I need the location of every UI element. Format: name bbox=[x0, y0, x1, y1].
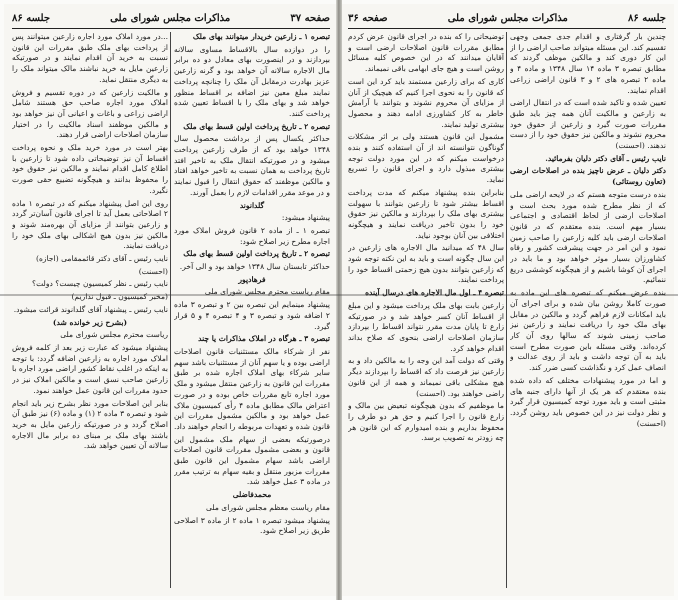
paragraph: را در دوازده سال بالاقساط مساوی سالانه بپردازند و در اینصورت بهای معادل دو ده برابر مال الاجاره سالانه آن خواهد بود و گرنه زارعین عزیز بهادرت درمقابل آن ملک را چنانچه پرداخت نمایند مبلغ معین نیز اضافه بر اقساط منظور خواهد شد و بهای ملک را با اقساط تعیین شده پرداخت کنند. bbox=[174, 44, 330, 118]
section-heading: تبصره ۴ ـ اول مال الاجاره های درسال آینده bbox=[365, 288, 504, 298]
paragraph: حداکثر یکسال پس از برداشت محصول سال ۱۳۴۸ خواهد بود که از طرف زارعین پرداخت میشود و در صورتیکه انتقال ملک به تاخیر افتد تاریخ پرداخت به همان نسبت به تاخیر خواهد افتاد و مالکین موظفند که حقوق انتقال را قبول نمایند و در موعد مقرر اقدامات لازم را بعمل آورند. bbox=[174, 134, 330, 197]
paragraph: حداکثر تابستان سال ۱۳۴۸ خواهد بود و الی آخر. bbox=[179, 262, 330, 272]
paragraph: نایب رئیس ـ آقای دکتر قائممقامی (اجازه) bbox=[35, 254, 168, 264]
header-page-number: صفحه ۳۷ bbox=[290, 12, 330, 24]
paragraph: و اما در مورد پیشنهادات مختلف که داده شده بنده معتقدم که هر یک از آنها دارای جنبه های مثبتی است و باید مورد توجه کمیسیون قرار گیرد و نظر دولت نیز در این خصوص باید روشن گردد. (احسنت) bbox=[510, 375, 666, 428]
paragraph: زارعین بابت بهای ملک پرداخت میشود و این مبلغ از اقساط آنان کسر خواهد شد و در صورتیکه زارع تا پایان مدت مقرر نتواند اقساط را بپردازد سازمان اصلاحات اراضی بنحوی که صلاح بداند اقدام خواهد کرد. bbox=[348, 300, 504, 353]
paragraph: نفر از شرکاء مالک مستثنیات قانون اصلاحات اراضی بوده و یا سهم آنان از مستثنیات باشد سهم سایر شرکاء بهای املاک اجاره شده بر طبق مقررات این قانون به زارعین منتقل میشود و ملک مورد اجاره تابع مقررات خاص بوده و در صورت اعتراض مالک مطابق ماده ۴ رأی کمیسیون ملاک عمل خواهد بود و مالکین مشمول مقررات این قانون شده و تعهدات مربوطه را انجام خواهند داد. bbox=[174, 346, 330, 431]
paragraph: بنده درست متوجه هستم که در لایحه اراضی ملی که از نظر مطرح شده مورد بحث است و اصلاحات ارضی از لحاظ اقتصادی و اجتماعی بسیار مهم است. بنده معتقدم که در قانون اصلاحات ارضی باید کلیه زارعین را صاحب زمین نمود و این امر در جهت پیشرفت کشور و رفاه کشاورزان بسیار موثر خواهد بود و ما باید در اجرای آن کوشا باشیم و از هیچگونه کوششی دریغ ننمائیم. bbox=[510, 189, 666, 285]
page-fold-line bbox=[0, 294, 678, 296]
page-right bbox=[340, 4, 674, 596]
paragraph: مقام ریاست محترم مجلس شورای ملی bbox=[204, 287, 330, 297]
paragraph: مقام ریاست معظم مجلس شورای ملی bbox=[205, 502, 330, 512]
header-rule bbox=[12, 28, 330, 29]
column-divider bbox=[506, 32, 507, 588]
page-header bbox=[348, 10, 666, 26]
paragraph: پیشنهاد مینمایم این تبصره بین ۲ و تبصره ۳ ماده ۲ اضافه شود و تبصره ۳ و ۴ تبصره ۴ و ۵ قرار گیرد. bbox=[174, 300, 330, 331]
text-column-left bbox=[348, 32, 504, 590]
section-heading: تبصره ۲ ـ تاریخ پرداخت اولین قسط بهای ملک bbox=[183, 249, 330, 259]
speaker-name: فرهادپور bbox=[238, 274, 266, 284]
section-heading: تبصره ۳ ـ هرگاه در املاک مذاکرات یا چند bbox=[198, 334, 330, 344]
section-heading: تبصره ۲ ـ تاریخ پرداخت اولین قسط بهای ملک bbox=[183, 121, 330, 131]
paragraph: پیشنهاد میشود که عبارت زیر بعد از کلمه فروش املاک مورد اجاره به زارعین اضافه گردد: با توجه به اینکه در اغلب نقاط کشور اراضی مورد اجاره با زارعین صاحب نسق است و مالکین املاک نیز در حدود مقررات این قانون عمل خواهند نمود. bbox=[12, 342, 168, 395]
paragraph: نایب رئیس ـ پیشنهاد آقای گلدانوند قرائت میشود. bbox=[13, 304, 168, 314]
paragraph: وقتی که دولت آمد این وجه را به مالکین داد و به زارعین نیز فرصت داد که اقساط را بپردازند دیگر هیچ مشکلی باقی نمیماند و همه از این قانون راضی خواهند بود. (احسنت) bbox=[348, 356, 504, 398]
paragraph: توضیحاتی را که بنده در اجرای قانون عرض کردم مطابق مقررات قانون اصلاحات ارضی است و آقایان میدانند که در این خصوص کلیه مسائل روشن است و هیچ جای ابهامی باقی نمیماند. bbox=[348, 32, 504, 74]
paragraph: پیشنهاد میشود: bbox=[281, 213, 330, 223]
paragraph: ما موظفیم که بدون هیچگونه تبعیض بین مالک و زارع قانون را اجرا کنیم و حق هر دو طرف را محفوظ بداریم و بنده امیدوارم که این قانون هر چه زودتر به تصویب برسد. bbox=[348, 401, 504, 443]
paragraph: تبصره ۱ ـ از ماده ۲ قانون فروش املاک مورد اجاره مطرح زیر اصلاح شود: bbox=[174, 225, 330, 246]
text-column-left bbox=[12, 32, 168, 590]
paragraph: نایب رئیس ـ نظر کمیسیون چیست؟ دولت؟ bbox=[32, 279, 168, 289]
page-header bbox=[12, 10, 330, 26]
paragraph: ریاست محترم مجلس شورای ملی bbox=[60, 330, 168, 340]
header-session: جلسه ۸۶ bbox=[627, 12, 666, 24]
paragraph: بنابراین بنده پیشنهاد میکنم که مدت پرداخت اقساط بیشتر شود تا زارعین بتوانند با سهولت بیشتری بهای ملک را بپردازند و مالکین نیز حقوق خود را بدون تاخیر دریافت نمایند و هیچگونه اختلافی بین آنان بوجود نیاید. bbox=[348, 187, 504, 240]
paragraph: بنابر این اصلاحات مورد نظر بشرح زیر باید انجام شود و تبصره ۳ ماده ۲ (۱) و ماده (۶) نیز طبق آن اصلاح گردد و در صورتیکه زارعین مایل به خرید باشند بهای ملک بر مبنای ده برابر مال الاجاره سالانه آن تعیین خواهد شد. bbox=[12, 398, 168, 451]
paragraph: و مالکیت زارعین که در دوره تقسیم و فروش املاک مورد اجاره صاحب حق هستند شامل اراضی زراعی و باغات و اعیانی آن نیز خواهد بود و مالکین موظفند اسناد مالکیت را در اختیار سازمان اصلاحات اراضی قرار دهند. bbox=[12, 87, 168, 140]
section-heading: تبصره ۱ ـ زارعین خریدار میتوانند بهای ملک bbox=[192, 32, 330, 41]
paragraph: پیشنهاد میشود تبصره ۱ ماده ۲ از ماده ۳ اصلاحی طریق زیر اصلاح شود. bbox=[174, 515, 330, 536]
paragraph: روی این اصل پیشنهاد میکنم که در تبصره ۱ ماده ۲ اصلاحاتی بعمل آید تا اجرای قانون آسان‌تر گردد و زارعین بتوانند از مزایای آن بهره‌مند شوند و مالکین نیز بدون هیچ اشکالی بهای ملک خود را دریافت نمایند. bbox=[12, 198, 168, 251]
header-session: جلسه ۸۶ bbox=[12, 12, 51, 24]
header-page-number: صفحه ۳۶ bbox=[348, 12, 388, 24]
paragraph: (احسنت) bbox=[138, 266, 168, 276]
book-gutter bbox=[336, 0, 342, 600]
paragraph: کاری که برای زارعین مستمند باید کرد این است که قانون را به نحوی اجرا کنیم که هیچیک از آنان از مزایای آن محروم نشوند و بتوانند با آرامش خاطر به کار کشاورزی ادامه دهند و محصول بیشتری تولید نمایند. bbox=[348, 76, 504, 129]
speaker-name: گلدانوند bbox=[239, 200, 265, 210]
paragraph: چندین بار گرفتاری و اقدام جدی جمعی وجهی تقسیم کند. این مسئله میتواند صاحب اراضی را از این کار دوری کند و مالکین موظف گردند که مطابق تبصره ۳ ماده ۱۴ سال ۱۳۴۸ و ماده ۴ و ماده ۲ تبصره های ۲ و ۳ قانون اراضی زراعی اقدام نمایند. bbox=[510, 32, 666, 95]
paragraph: تعیین شده و تاکید شده است که در انتقال اراضی به زارعین و مالکیت آنان همه چیز باید طبق مقررات صورت گیرد و زارعین از حقوق خود محروم نشوند و مالکین نیز حقوق خود را از دست ندهند. (احسنت) bbox=[510, 98, 666, 151]
text-column-right bbox=[510, 32, 666, 590]
column-divider bbox=[170, 32, 171, 588]
paragraph: (مخبر کمیسیون ـ قبول نداریم) bbox=[71, 292, 168, 302]
section-heading: دکتر دلیان ـ عرض ناچیز بنده در اصلاحات ارضی (تعاون روستائی) bbox=[510, 166, 666, 187]
paragraph: سال ۴۸ که میدانید مال الاجاره های زارعین در این سال چگونه است و باید به این نکته توجه شود که زارعین بتوانند بدون هیچ زحمتی اقساط خود را پرداخت نمایند. bbox=[348, 243, 504, 285]
header-rule bbox=[348, 28, 666, 29]
paragraph: بهتر است در مورد خرید ملک و نحوه پرداخت اقساط آن نیز توضیحاتی داده شود تا زارعین با اطلاع کامل اقدام نمایند و مالکین نیز حقوق خود را محفوظ بدانند و هیچگونه تضییع حقی صورت نگیرد. bbox=[12, 143, 168, 195]
section-heading: نایب رئیس ـ آقای دکتر دلیان بفرمائید. bbox=[545, 153, 666, 163]
speaker-name: محمدفاضلی bbox=[232, 490, 272, 500]
paragraph: مشمول این قانون هستند ولی بر اثر مشکلات گوناگون نتوانسته اند از آن استفاده کنند و بنده درخواست میکنم که در این مورد دولت توجه بیشتری مبذول دارد و اجرای قانون را تسریع نماید. bbox=[348, 132, 504, 185]
paragraph: ...در مورد املاک مورد اجاره زارعین میتوانند پس از پرداخت بهای ملک طبق مقررات این قانون نسبت به خرید آن اقدام نمایند و در صورتیکه زارعین مایل به خرید نباشند مالک میتواند ملک را به دیگری منتقل نماید. bbox=[12, 32, 168, 84]
header-title: مذاکرات مجلس شورای ملی bbox=[110, 12, 231, 24]
paragraph: درصورتیکه بعضی از سهام ملک مشمول این قانون و بعضی مشمول مقررات قانون اصلاحات اراضی باشد سهام مشمول این قانون طبق مقررات مزبور منتقل و بقیه سهام به ترتیب مقرر در ماده ۳ عمل خواهد شد. bbox=[174, 434, 330, 487]
header-title: مذاکرات مجلس شورای ملی bbox=[447, 12, 568, 24]
paragraph: بنده عرض میکنم که تبصره های این ماده به صورت کاملا روشن بیان شده و برای اجرای آن باید امکانات لازم فراهم گردد و مالکین در مقابل بهای ملک خود را دریافت نمایند و زارعین نیز صاحب زمینی شوند که سالها روی آن کار کرده‌اند. وقتی مسئله باین صورت مطرح است باید به آن توجه داشت و باید از روی عدالت و انصاف عمل کرد و نگذاشت کسی ضرر کند. bbox=[510, 288, 666, 373]
page-left bbox=[4, 4, 338, 596]
text-column-right bbox=[174, 32, 330, 590]
speaker-name: (بشرح زیر خوانده شد) bbox=[52, 317, 128, 327]
